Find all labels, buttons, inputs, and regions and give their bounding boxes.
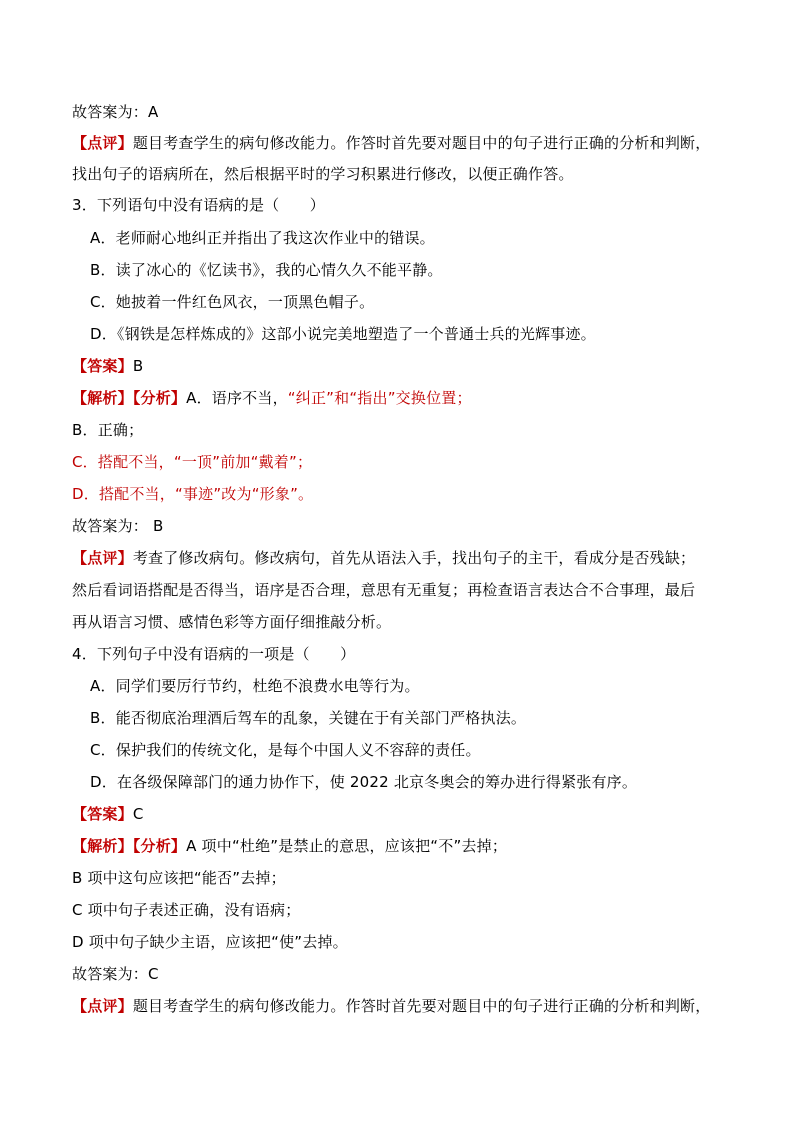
question-3-comment-continued: 然后看词语搭配是否得当，语序是否合理，意思有无重复；再检查语言表达合不合事理，最后 [72,581,696,599]
question-3-comment [72,548,695,568]
question-4-analysis-a [72,836,507,856]
answer-tag: 【答案】 [72,357,133,375]
analysis-text: A．语序不当， [186,389,288,407]
question-4-option-b: B．能否彻底治理酒后驾车的乱象，关键在于有关部门严格执法。 [90,709,527,727]
question-3-final-answer: 故答案为： B [72,517,164,535]
question-3-option-d: D．《钢铁是怎样炼成的》这部小说完美地塑造了一个普通士兵的光辉事迹。 [90,325,596,343]
question-3-option-c: C．她披着一件红色风衣，一顶黑色帽子。 [90,293,375,311]
question-3-stem: 3．下列语句中没有语病的是（ ） [72,196,325,214]
analysis-tag: 【解析】【分析】 [72,837,187,855]
question-3-analysis-d: D．搭配不当，“事迹”改为“形象”。 [72,485,314,503]
comment-tag: 【点评】 [72,549,133,567]
comment-text: 题目考查学生的病句修改能力。作答时首先要对题目中的句子进行正确的分析和判断， [132,997,711,1015]
question-3-analysis-c: C．搭配不当，“一顶”前加“戴着”； [72,453,313,471]
question-4-analysis-d: D 项中句子缺少主语，应该把“使”去掉。 [72,933,348,951]
question-4-option-c: C．保护我们的传统文化，是每个中国人义不容辞的责任。 [90,741,481,759]
question-3-analysis-b: B．正确； [72,421,144,439]
comment-line [72,133,710,153]
question-4-analysis-b: B 项中这句应该把“能否”去掉； [72,869,286,887]
question-4-analysis-c: C 项中句子表述正确，没有语病； [72,901,301,919]
answer-value: B [132,357,144,375]
analysis-highlight: “纠正”和“指出”交换位置； [287,389,472,407]
answer-line: 故答案为：A [72,103,159,121]
question-4-final-answer: 故答案为：C [72,965,159,983]
question-3-option-a: A．老师耐心地纠正并指出了我这次作业中的错误。 [90,229,435,247]
question-4-comment [72,996,710,1016]
analysis-tag: 【解析】【分析】 [72,389,187,407]
question-4-answer [72,804,144,824]
question-3-analysis-a [72,388,472,408]
comment-tag: 【点评】 [72,997,133,1015]
question-4-option-d: D．在各级保障部门的通力协作下，使 2022 北京冬奥会的筹办进行得紧张有序。 [90,773,638,791]
comment-tag: 【点评】 [72,134,133,152]
comment-line-continued: 找出句子的语病所在，然后根据平时的学习积累进行修改，以便正确作答。 [72,165,574,183]
comment-text: 题目考查学生的病句修改能力。作答时首先要对题目中的句子进行正确的分析和判断， [132,134,711,152]
question-3-comment-end: 再从语言习惯、感情色彩等方面仔细推敲分析。 [72,613,392,631]
answer-tag: 【答案】 [72,805,133,823]
analysis-text: A 项中“杜绝”是禁止的意思，应该把“不”去掉； [186,837,508,855]
question-4-stem: 4．下列句子中没有语病的一项是（ ） [72,645,356,663]
question-4-option-a: A．同学们要厉行节约，杜绝不浪费水电等行为。 [90,677,420,695]
question-3-answer [72,356,143,376]
question-3-option-b: B．读了冰心的《忆读书》，我的心情久久不能平静。 [90,261,443,279]
comment-text: 考查了修改病句。修改病句，首先从语法入手，找出句子的主干，看成分是否残缺； [132,549,696,567]
answer-value: C [132,805,144,823]
